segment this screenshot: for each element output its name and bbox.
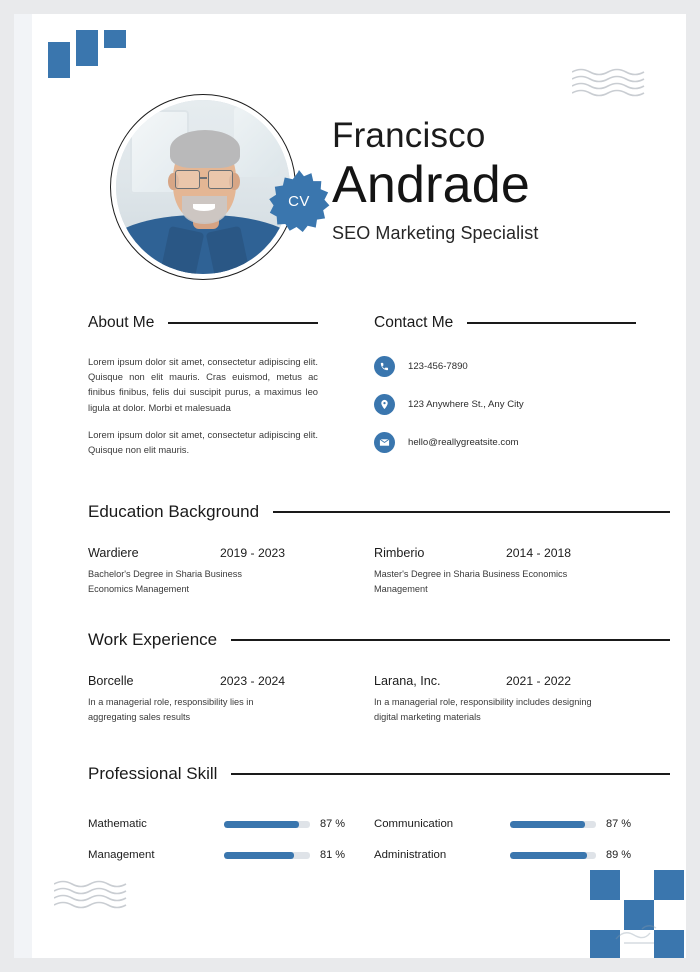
skill-name: Management	[88, 849, 155, 861]
decorative-squares-top-left	[38, 30, 134, 78]
wave-decoration-bottom-left	[54, 880, 132, 910]
about-paragraph: Lorem ipsum dolor sit amet, consectetur adipiscing elit. Quisque non elit mauris.	[88, 428, 318, 456]
skill-progress-bar	[224, 821, 310, 828]
about-heading	[88, 314, 318, 332]
contact-item-address[interactable]	[374, 394, 636, 415]
education-description: Bachelor's Degree in Sharia Business Economics Management	[88, 569, 242, 594]
skill-progress-fill	[510, 821, 585, 828]
skill-progress-fill	[224, 821, 299, 828]
education-heading-text: Education Background	[88, 502, 260, 521]
experience-description: In a managerial role, responsibility includes designing digital marketing materials	[374, 697, 592, 722]
about-section	[88, 314, 318, 457]
skill-name: Administration	[374, 849, 447, 861]
skill-row	[374, 849, 660, 861]
skill-percent: 89 %	[606, 849, 632, 861]
skill-progress-fill	[510, 852, 587, 859]
skill-name: Mathematic	[88, 818, 147, 830]
about-paragraph: Lorem ipsum dolor sit amet, consectetur adipiscing elit. Quisque non elit mauris. Cras euismod, metus ac finibus finibus, felis dui suscipit purus, a maximus leo ligula at dolor. Morbi et malesuada	[88, 356, 318, 413]
heading-rule	[231, 639, 670, 641]
skill-row	[88, 849, 374, 861]
contact-section	[374, 314, 636, 470]
education-place: Rimberio	[374, 546, 425, 560]
education-dates: 2014 - 2018	[506, 546, 572, 560]
skills-section	[88, 764, 670, 880]
contact-heading-text: Contact Me	[374, 314, 454, 331]
skills-heading-text: Professional Skill	[88, 764, 218, 783]
education-dates: 2019 - 2023	[220, 546, 286, 560]
about-heading-text: About Me	[88, 314, 155, 331]
job-title: SEO Marketing Specialist	[332, 222, 539, 243]
watermark	[612, 921, 668, 952]
experience-place: Larana, Inc.	[374, 674, 441, 688]
contact-item-email[interactable]	[374, 432, 636, 453]
skills-heading	[88, 764, 670, 784]
location-pin-icon	[374, 394, 395, 415]
skill-progress-bar	[510, 852, 596, 859]
contact-phone-value: 123-456-7890	[408, 361, 468, 372]
experience-dates: 2023 - 2024	[220, 674, 286, 688]
left-accent-band	[14, 14, 32, 958]
education-heading	[88, 502, 670, 522]
portrait-photo	[116, 100, 290, 274]
last-name: Andrade	[332, 155, 530, 214]
education-description: Master's Degree in Sharia Business Economics Management	[374, 569, 568, 594]
envelope-icon	[374, 432, 395, 453]
contact-heading	[374, 314, 636, 332]
education-section	[88, 502, 670, 596]
experience-dates: 2021 - 2022	[506, 674, 572, 688]
first-name: Francisco	[332, 116, 486, 155]
name-block	[332, 118, 652, 244]
skill-row	[374, 818, 660, 830]
heading-rule	[168, 322, 318, 324]
skill-percent: 87 %	[320, 818, 346, 830]
skill-percent: 81 %	[320, 849, 346, 861]
skill-progress-bar	[510, 821, 596, 828]
experience-heading	[88, 630, 670, 650]
resume-sheet	[14, 14, 686, 958]
skill-progress-fill	[224, 852, 294, 859]
skill-name: Communication	[374, 818, 454, 830]
education-entry	[88, 546, 374, 596]
contact-address-value: 123 Anywhere St., Any City	[408, 399, 524, 410]
experience-entry	[88, 674, 374, 724]
skill-percent: 87 %	[606, 818, 632, 830]
experience-section	[88, 630, 670, 724]
experience-place: Borcelle	[88, 674, 134, 688]
resume-header	[110, 90, 650, 290]
heading-rule	[231, 773, 670, 775]
contact-item-phone[interactable]	[374, 356, 636, 377]
cv-badge-label: CV	[288, 192, 310, 210]
experience-heading-text: Work Experience	[88, 630, 218, 649]
cv-badge	[268, 170, 330, 232]
education-entry	[374, 546, 660, 596]
experience-entry	[374, 674, 660, 724]
skill-row	[88, 818, 374, 830]
education-place: Wardiere	[88, 546, 139, 560]
heading-rule	[467, 322, 636, 324]
phone-icon	[374, 356, 395, 377]
contact-email-value: hello@reallygreatsite.com	[408, 437, 519, 448]
experience-description: In a managerial role, responsibility lies in aggregating sales results	[88, 697, 254, 722]
skill-progress-bar	[224, 852, 310, 859]
heading-rule	[273, 511, 670, 513]
